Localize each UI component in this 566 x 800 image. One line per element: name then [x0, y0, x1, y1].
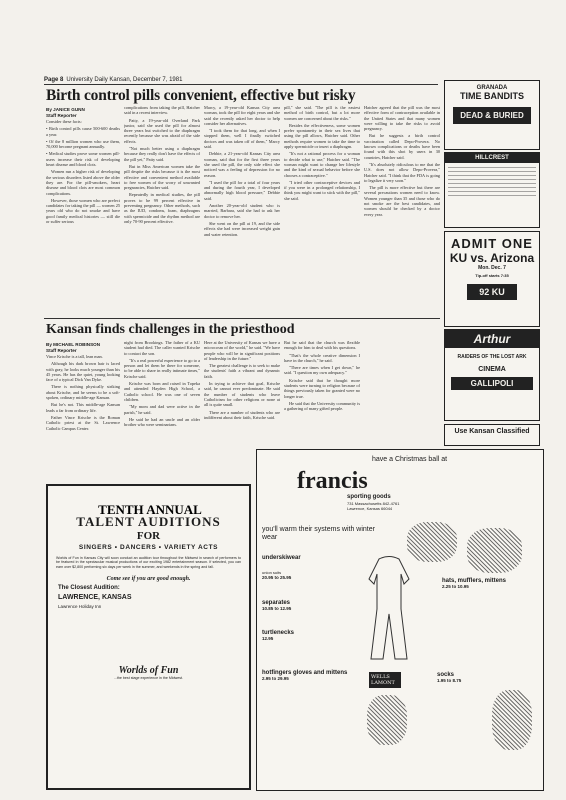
listing-block: [448, 166, 536, 196]
arthur-raiders-ad: Arthur RAIDERS OF THE LOST ARK CINEMA GALLIPOLI: [444, 329, 540, 421]
paper-date: University Daily Kansan, December 7, 1981: [66, 77, 183, 83]
talent-auditions-ad: TENTH ANNUAL TALENT AUDITIONS FOR SINGERS • DANCERS • VARIETY ACTS Worlds of Fun in Kansas City will soon conduct an audition tour throughout the Midwest in search of performers to be featured in the spectacular musical productions of our exciting 1982 entertainment season. If selected, you can earn over $2,800 performing six days per week in the summer, and weekends in the spring and fall. Come see if you are good enough. The Closest Audition: LAWRENCE, KANSAS Lawrence Holiday Inn Worlds of Fun ...the best stage experience in the Midwest.: [46, 484, 251, 790]
top-rule: [44, 84, 438, 85]
wells-lamont-logo: WELLS LAMONT: [369, 672, 401, 688]
story2-byline: By MICHAEL ROBINSON Staff Reporter: [46, 342, 101, 353]
birth-control-headline: Birth control pills convenient, effective but risky: [46, 87, 356, 104]
story1-col-4: pill," she said. "The pill is the easiest method of birth control, but a lot more women are concerned about the risks." Besides the effectiveness, some women prefer spontaneity in their sex lives that using the pill allows, Hatcher said. Other methods require women to take the time to apply spermicide or insert a diaphragm. "It's not a rational process for a woman to decide what to use," Hatcher said. "The woman might want to change her lifestyle and the kind of sexual behavior before she chooses a contraceptive." "I tried other contraceptive devices and if you were in a prolonged relationship, I think you might want to stick with the pill," she said.: [284, 105, 360, 201]
svg-text:TENTH ANNUAL: TENTH ANNUAL: [98, 502, 202, 517]
story1-col-2: complications from taking the pill, Hatcher said in a recent interview. Patty, a 19-year-old Overland Park junior, said she used the pill for almost three years but switched to the diaphragm recently because she was afraid of the side effects. "Not much better using a diaphragm because they really don't have the effects of the pill yet," Patty said. But in Miss American women take the pill despite the risks because it is the most effective and convenient method available to free women of the worry of unwanted pregnancies, Hatcher said. Repeatedly in medical studies, the pill proves to be 99 percent effective in preventing pregnancy. Other methods, such as the IUD, condoms, foam, diaphragms with spermicide and the rhythm method are only 70-90 percent effective.: [124, 105, 200, 224]
mittens-illustration: [467, 528, 522, 573]
tenth-annual-arc: [85, 492, 215, 520]
folio-line: [44, 77, 444, 83]
socks-illustration: [492, 690, 532, 750]
section-rule: [44, 318, 440, 319]
radio-logo: 92 KU: [467, 284, 517, 300]
story2-col-1: Vince Krische is a tall, lean man. Although his dark brown hair is laced with gray, he looks much younger than his 45 years. He has the quiet, young looking face of a typical Dick Van Dyke. There is nothing physically striking about Krische, and he seems to be a soft-spoken, ordinary middle-age Kansan. But he's not. This middle-age Kansan leads a far from ordinary life. Father Vince Krische is the Roman Catholic priest at the St. Lawrence Catholic Campus Center.: [46, 354, 120, 431]
classified-ad: Use Kansan Classified: [444, 424, 540, 446]
long-johns-illustration: [349, 554, 429, 664]
story1-byline: By JANICE GUNN Staff Reporter: [46, 107, 85, 118]
adjacent-page-edge: [548, 76, 566, 796]
gloves-illustration: [367, 695, 407, 745]
granada-theater-ad: GRANADA TIME BANDITS DEAD & BURIED: [444, 80, 540, 150]
francis-logo: francis: [297, 468, 368, 494]
francis-sporting-goods-ad: have a Christmas ball at francis sporting goods 731 Massachusetts 842-4761 Lawrence, Kansas 66044 you'll warm their systems with winter wear hats, mufflers, mittens 2.25 to 10.95 underskiwear union suits 20.95 to 25.95 separates 10.85 to 12.95 turtlenecks 12.95 hotfingers gloves and mittens 2.95 to 29.95 WELLS LAMONT socks 1.95 to 8.75: [256, 449, 544, 791]
story2-col-2: night from Brookings. The father of a KU student had died. The caller wanted Krische to contact the son. "It's a real powerful experience to go to a person and let them be there for someone, to be able to share in really intimate times," Krische said. Krische was born and raised in Topeka and attended Hayden High School, a Catholic school. He was one of seven children. "My mom and dad were active in the parish," he said. He said he had an uncle and an older brother who were seminarians.: [124, 340, 200, 428]
worlds-of-fun-logo: Worlds of Fun: [118, 665, 179, 677]
ku-arizona-radio-ad: ADMIT ONE KU vs. Arizona Mon. Dec. 7 Tip-off starts 7:35 92 KU: [444, 231, 540, 327]
hillcrest-theater-ad: HILLCREST: [444, 152, 540, 228]
story1-col-1: Consider these facts: • Birth control pills cause 500-600 deaths a year. • Of the 8 million women who use them, 70,000 become pregnant annually. • Medical studies prove some women pill-users increase their risk of developing heart disease and blood clots. Women run a higher risk of developing the serious disorders listed above the older they are. For the pill-smokers, heart disease and blood clots are most common complications. However, those women who are prefect candidates for taking the pill — women 25 years old who do not smoke and have good family medical histories — still die or suffer serious: [46, 119, 120, 225]
story2-col-3: Here at the University of Kansas we have a microcosm of the world," he said. "We have people who will be in significant positions of leadership in the future." The greatest challenge is to seek to make the students' faith a vibrant and dynamic faith. In trying to achieve that goal, Krische said, he cannot ever predominate. He said the number of students who leave Catholicism for other religions or none at all is quite small. There are a number of students who are indifferent about their faith, Krische said.: [204, 340, 280, 420]
story1-col-5: Hatcher agreed that the pill was the most effective form of contraception available in the United States and that many women were willing to take the risks to avoid pregnancy. But he suggests a birth control vaccination called Depo-Provera. No known complications or deaths have been found with this shot by users in 30 countries, Hatcher said. "It's absolutely ridiculous to me that the U.S. does not allow Depo-Provera," Hatcher said. "I think that the FDA is going to legalize it very soon." The pill is more effective but there are several precautions women need to know. Women younger than 35 and those who do not smoke are the best candidates, and women should be checked by a doctor every year.: [364, 105, 440, 217]
priesthood-headline: Kansan finds challenges in the priesthood: [46, 322, 295, 337]
page-number: Page 8: [44, 77, 64, 83]
story1-col-3: Marcy, a 19-year-old Kansas City area woman, took the pill for eight years and she said she recently asked her doctor to help consider her alternatives. "I took them for that long, and when I stopped them, well I finally switched doctors and was taken off of them," Marcy said. Debbie, a 21-year-old Kansas City area woman, said that for the first three years she used the pill, the only side effect she noticed was a feeling of depression for no reason. "I used the pill for a total of four years and during the fourth year, I developed abnormally high blood pressure," Debbie said. Another 20-year-old student who is married, Barbara, said she had to ask her doctor to remove her. She went on the pill at 19, and the side effects she had were increased weight gain and water retention.: [204, 105, 280, 237]
story2-col-4: But he said that the church was flexible enough for him to deal with his questions. "That's the whole creative dimension I have in the church," he said. "There are times when I get down," he said. "I question my own adequacy." Krische said that he thought more students were turning to religion because of things previously taken for granted were no longer true. He said that the University community is a gathering of many gifted people.: [284, 340, 360, 412]
